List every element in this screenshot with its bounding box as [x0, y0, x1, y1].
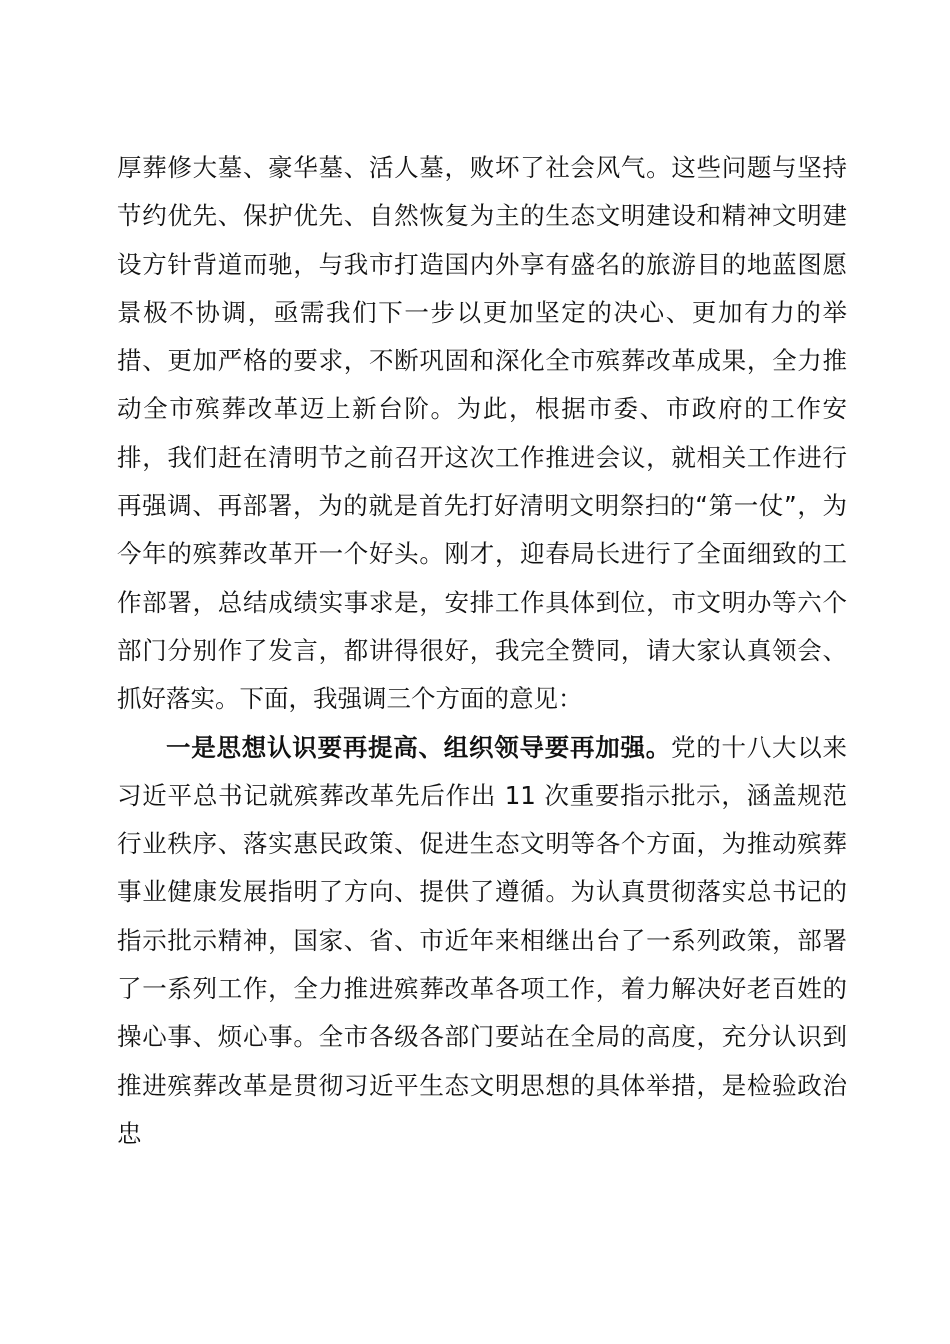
- paragraph-text: 厚葬修大墓、豪华墓、活人墓，败坏了社会风气。这些问题与坚持节约优先、保护优先、自然恢复为主的生态文明建设和精神文明建设方针背道而驰，与我市打造国内外享有盛名的旅游目的地蓝图愿景极不协调，亟需我们下一步以更加坚定的决心、更加有力的举措、更加严格的要求，不断巩固和深化全市殡葬改革成果，全力推动全市殡葬改革迈上新台阶。为此，根据市委、市政府的工作安排，我们赶在清明节之前召开这次工作推进会议，就相关工作进行再强调、再部署，为的就是首先打好清明文明祭扫的“第一仗”，为今年的殡葬改革开一个好头。刚才，迎春局长进行了全面细致的工作部署，总结成绩实事求是，安排工作具体到位，市文明办等六个部门分别作了发言，都讲得很好，我完全赞同，请大家认真领会、抓好落实。下面，我强调三个方面的意见：: [117, 153, 847, 714]
- paragraph-continuation: [117, 144, 847, 724]
- document-body: [117, 144, 847, 1158]
- paragraph-lead-heading: 一是思想认识要再提高、组织领导要再加强。: [166, 732, 671, 762]
- paragraph-text: 党的十八大以来习近平总书记就殡葬改革先后作出 11 次重要指示批示，涵盖规范行业秩序、落实惠民政策、促进生态文明等各个方面，为推动殡葬事业健康发展指明了方向、提供了遵循。为认真贯彻落实总书记的指示批示精神，国家、省、市近年来相继出台了一系列政策，部署了一系列工作，全力推进殡葬改革各项工作，着力解决好老百姓的操心事、烦心事。全市各级各部门要站在全局的高度，充分认识到推进殡葬改革是贯彻习近平生态文明思想的具体举措，是检验政治忠: [117, 732, 847, 1148]
- paragraph-point-one: [117, 724, 847, 1159]
